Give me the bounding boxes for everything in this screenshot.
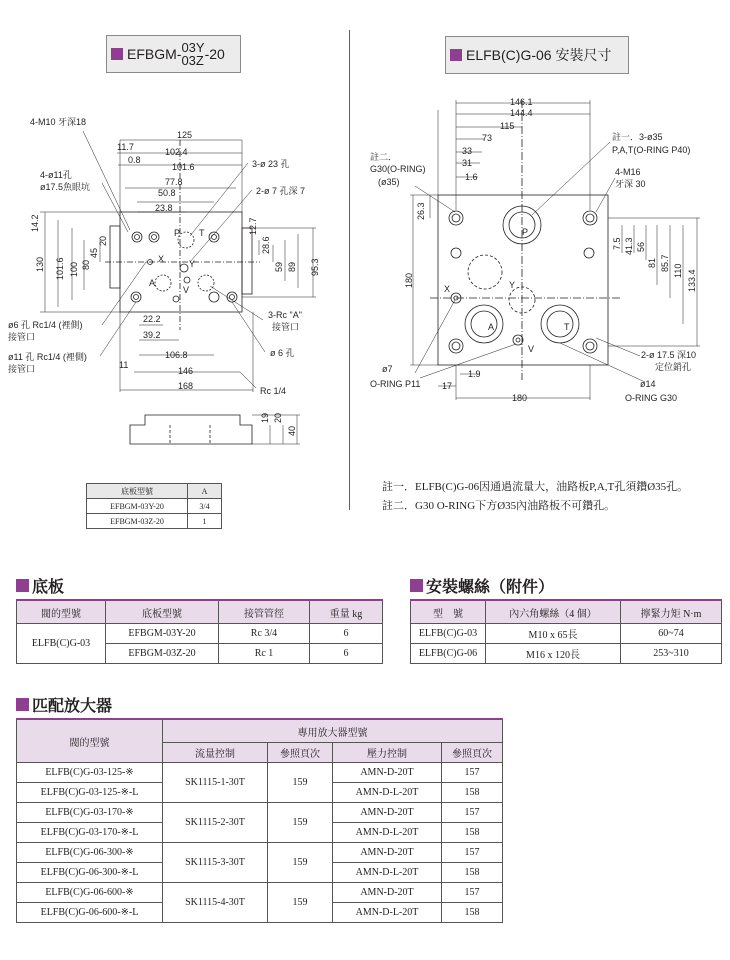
svg-text:168: 168 (178, 381, 194, 391)
svg-text:P: P (522, 227, 529, 237)
table-row: ELFB(C)G-03-170-※ SK1115-2-30T 159 AMN-D-20T 157 (17, 803, 503, 823)
svg-text:接管口: 接管口 (8, 364, 36, 374)
svg-text:2-ø 17.5 深10: 2-ø 17.5 深10 (641, 350, 697, 360)
valve-model-cell: ELFB(C)G-03 (17, 624, 106, 664)
svg-text:2-ø 7 孔深 7: 2-ø 7 孔深 7 (256, 186, 306, 196)
svg-text:定位銷孔: 定位銷孔 (655, 362, 692, 372)
amplifier-table: 閥的型號 專用放大器型號 流量控制 參照頁次 壓力控制 參照頁次 ELFB(C)G-03-125-※ SK1115-1-30T 159 AMN-D-20T 157 ELFB(C)G-03-125-※-L AMN-D-L-20T 158 ELFB(C)G-03-170-※ SK1115-2-30T 159 AMN-D-20T 157 ELFB(C)G-03-170-※-L AMN-D-L-20T 158 ELFB(C)G-06-300-※ SK1115-3-30T 159 AMN-D-20T 157 ELFB(C)G-06-300-※-L AMN-D-L-20T 158 ELFB(C)G-06-600-※ SK1115-4-30T 159 AMN-D-20T 157 ELFB(C)G-06-600-※-L AMN-D-L-20T 158 (16, 718, 503, 923)
table-row: ELFB(C)G-06-300-※ SK1115-3-30T 159 AMN-D-20T 157 (17, 843, 503, 863)
model-variant-top: 03Y (181, 40, 205, 55)
svg-text:Y: Y (509, 280, 516, 290)
svg-text:28.6: 28.6 (261, 236, 271, 254)
svg-text:95.3: 95.3 (310, 258, 320, 276)
svg-text:101.6: 101.6 (172, 162, 195, 172)
right-drawing-labels (370, 97, 697, 403)
svg-text:4-ø11孔: 4-ø11孔 (40, 170, 72, 180)
svg-text:85.7: 85.7 (660, 254, 670, 272)
svg-text:接管口: 接管口 (8, 332, 36, 342)
svg-text:20: 20 (273, 412, 283, 423)
table-row: ELFB(C)G-06-600-※ SK1115-4-30T 159 AMN-D-20T 157 (17, 883, 503, 903)
svg-text:146.1: 146.1 (510, 97, 533, 107)
table-row: ELFB(C)G-06-300-※-L AMN-D-L-20T 158 (17, 863, 503, 883)
svg-text:T: T (199, 228, 205, 238)
svg-text:39.2: 39.2 (143, 330, 161, 340)
svg-text:14.2: 14.2 (30, 214, 40, 232)
svg-text:146: 146 (178, 366, 194, 376)
svg-text:Y: Y (189, 259, 196, 269)
svg-text:77.8: 77.8 (165, 177, 183, 187)
svg-text:11: 11 (119, 360, 129, 370)
svg-text:X: X (158, 254, 165, 264)
svg-text:45: 45 (89, 247, 99, 258)
svg-text:1.6: 1.6 (465, 172, 478, 182)
svg-text:100: 100 (69, 261, 79, 277)
svg-text:ø7: ø7 (382, 364, 393, 374)
svg-text:180: 180 (404, 272, 414, 288)
svg-text:101.6: 101.6 (55, 257, 65, 280)
svg-text:註一．3-ø35: 註一．3-ø35 (612, 132, 663, 142)
svg-text:V: V (528, 344, 535, 354)
svg-text:130: 130 (35, 256, 45, 272)
note-2: 註二．G30 O-RING下方Ø35內油路板不可鑽孔。 (382, 500, 616, 512)
svg-text:Rc 1/4: Rc 1/4 (260, 386, 287, 396)
svg-text:26.3: 26.3 (416, 202, 426, 220)
square-bullet-icon (16, 579, 29, 592)
table-row: ELFB(C)G-03-125-※-L AMN-D-L-20T 158 (17, 783, 503, 803)
svg-text:31: 31 (462, 158, 473, 168)
svg-text:59: 59 (274, 261, 284, 272)
screws-table: 型 號 內六角螺絲（4 個） 擰緊力矩 N·m ELFB(C)G-03 M10 x 65長 60~74 ELFB(C)G-06 M16 x 120長 253~310 (410, 599, 722, 664)
svg-text:133.4: 133.4 (687, 269, 697, 292)
svg-text:P: P (174, 228, 181, 238)
table-row: ELFB(C)G-06-600-※-L AMN-D-L-20T 158 (17, 903, 503, 923)
base-model-table: 底板型號 A EFBGM-03Y-20 3/4 EFBGM-03Z-20 1 (86, 483, 222, 529)
svg-text:註二．: 註二． (370, 152, 398, 162)
svg-text:73: 73 (482, 133, 493, 143)
svg-text:P,A,T(O-RING P40): P,A,T(O-RING P40) (612, 145, 691, 155)
svg-text:33: 33 (462, 146, 473, 156)
svg-text:23.8: 23.8 (155, 203, 173, 213)
left-drawing-title: EFBGM- 03Y 03Z -20 (106, 35, 241, 73)
svg-text:ø14: ø14 (640, 379, 656, 389)
svg-text:1.9: 1.9 (468, 369, 481, 379)
svg-text:106.8: 106.8 (165, 350, 188, 360)
svg-text:4-M16: 4-M16 (615, 167, 641, 177)
svg-text:125: 125 (177, 130, 193, 140)
svg-text:41.3: 41.3 (624, 237, 634, 255)
svg-text:12.7: 12.7 (248, 217, 258, 235)
table-row: ELFB(C)G-03-170-※-L AMN-D-L-20T 158 (17, 823, 503, 843)
svg-text:19: 19 (260, 412, 270, 423)
svg-text:22.2: 22.2 (143, 314, 161, 324)
svg-text:80: 80 (81, 259, 91, 270)
svg-text:O-RING G30: O-RING G30 (625, 393, 678, 403)
svg-text:0.8: 0.8 (128, 155, 141, 165)
svg-text:11.7: 11.7 (117, 142, 134, 152)
svg-text:89: 89 (287, 261, 297, 272)
svg-text:T: T (564, 322, 570, 332)
svg-text:81: 81 (647, 257, 657, 268)
svg-text:A: A (149, 278, 156, 288)
svg-text:A: A (488, 322, 495, 332)
svg-text:115: 115 (500, 121, 515, 131)
svg-text:ø 6 孔: ø 6 孔 (270, 348, 295, 358)
svg-text:110: 110 (673, 263, 683, 278)
svg-text:X: X (444, 284, 451, 294)
table-row: ELFB(C)G-03-125-※ SK1115-1-30T 159 AMN-D-20T 157 (17, 763, 503, 783)
svg-text:ø11 孔 Rc1/4 (裡側): ø11 孔 Rc1/4 (裡側) (8, 352, 87, 362)
svg-text:144.4: 144.4 (510, 108, 533, 118)
square-bullet-icon (16, 698, 29, 711)
svg-text:3-ø 23 孔: 3-ø 23 孔 (252, 159, 290, 169)
svg-text:O-RING P11: O-RING P11 (370, 379, 421, 389)
svg-text:40: 40 (287, 425, 297, 436)
svg-text:V: V (183, 285, 190, 295)
svg-text:ø6 孔 Rc1/4 (裡側): ø6 孔 Rc1/4 (裡側) (8, 320, 83, 330)
svg-text:ø17.5魚眼坑: ø17.5魚眼坑 (40, 182, 91, 192)
amplifier-heading: 匹配放大器 (16, 693, 112, 716)
svg-text:(ø35): (ø35) (378, 177, 400, 187)
svg-text:102.4: 102.4 (165, 147, 188, 157)
svg-text:20: 20 (98, 235, 108, 246)
svg-text:180: 180 (512, 393, 528, 403)
square-bullet-icon (410, 579, 423, 592)
svg-text:4-M10 牙深18: 4-M10 牙深18 (30, 117, 87, 127)
baseplate-table: 閥的型號 底板型號 接管管徑 重量 kg ELFB(C)G-03 EFBGM-03Y-20 Rc 3/4 6 EFBGM-03Z-20 Rc 1 6 (16, 599, 383, 664)
svg-text:G30(O-RING): G30(O-RING) (370, 164, 426, 174)
screws-heading: 安裝螺絲（附件） (410, 574, 554, 597)
note-1: 註一．ELFB(C)G-06因通過流量大，油路板P,A,T孔須鑽Ø35孔。 (382, 481, 689, 493)
svg-text:接管口: 接管口 (272, 322, 300, 332)
model-variant-bottom: 03Z (181, 53, 204, 68)
svg-text:17: 17 (442, 381, 453, 391)
right-drawing-title: ELFB(C)G-06 安裝尺寸 (445, 36, 629, 74)
svg-text:3-Rc "A": 3-Rc "A" (268, 310, 302, 320)
svg-text:7.5: 7.5 (612, 237, 622, 250)
svg-text:56: 56 (636, 241, 646, 252)
svg-text:牙深 30: 牙深 30 (615, 179, 646, 189)
svg-text:50.8: 50.8 (158, 188, 176, 198)
baseplate-heading: 底板 (16, 574, 64, 597)
